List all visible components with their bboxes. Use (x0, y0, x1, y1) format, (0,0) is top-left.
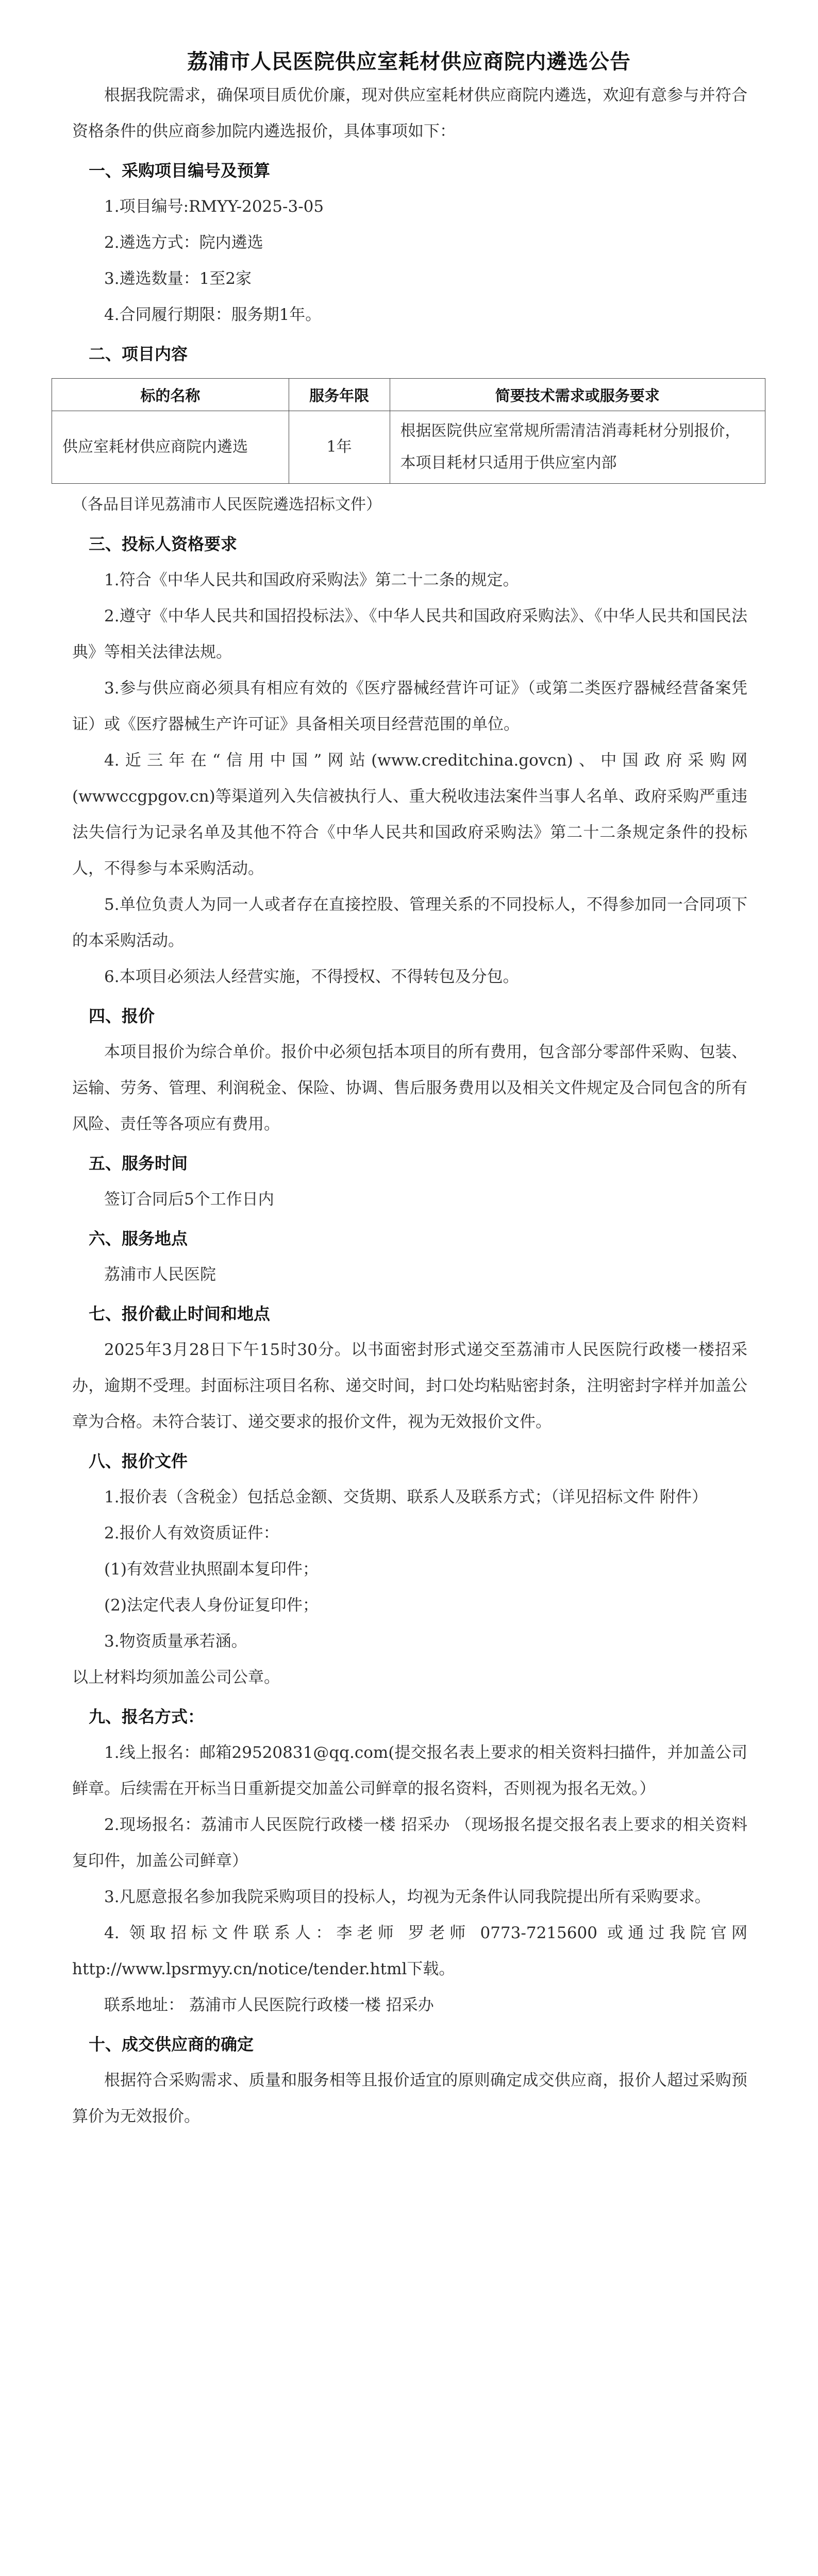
table-cell-term: 1年 (289, 411, 390, 484)
section-heading-5: 五、服务时间 (89, 1154, 188, 1173)
s4-text: 本项目报价为综合单价。报价中必须包括本项目的所有费用，包含部分零部件采购、包装、运输、劳务、管理、利润税金、保险、协调、售后服务费用以及相关文件规定及合同包含的所有风险、责任等各项应有费用。 (72, 1043, 747, 1133)
s8-footer: 以上材料均须加盖公司公章。 (72, 1668, 280, 1687)
s3-item: 1.符合《中华人民共和国政府采购法》第二十二条的规定。 (104, 571, 519, 589)
s10-text: 根据符合采购需求、质量和服务相等且报价适宜的原则确定成交供应商，报价人超过采购预算价为无效报价。 (72, 2071, 747, 2126)
table-cell-requirement: 根据医院供应室常规所需清洁消毒耗材分别报价，本项目耗材只适用于供应室内部 (390, 411, 765, 484)
s7-text: 2025年3月28日下午15时30分。以书面密封形式递交至荔浦市人民医院行政楼一楼招采办，逾期不受理。封面标注项目名称、递交时间，封口处均粘贴密封条，注明密封字样并加盖公章为合格。未符合装订、递交要求的报价文件，视为无效报价文件。 (72, 1341, 747, 1431)
page-title: 荔浦市人民医院供应室耗材供应商院内遴选公告 (187, 50, 631, 74)
s8-item: 1.报价表（含税金）包括总金额、交货期、联系人及联系方式；（详见招标文件 附件） (104, 1488, 708, 1506)
s3-item: 2.遵守《中华人民共和国招投标法》、《中华人民共和国政府采购法》、《中华人民共和国民法典》等相关法律法规。 (72, 607, 747, 662)
s3-item: 3.参与供应商必须具有相应有效的《医疗器械经营许可证》（或第二类医疗器械经营备案凭证）或《医疗器械生产许可证》具备相关项目经营范围的单位。 (72, 679, 747, 734)
s9-item: 3.凡愿意报名参加我院采购项目的投标人，均视为无条件认同我院提出所有采购要求。 (104, 1888, 711, 1906)
s5-text: 签订合同后5个工作日内 (104, 1190, 274, 1209)
s1-item: 4.合同履行期限：服务期1年。 (104, 306, 322, 324)
table-header-row (52, 379, 765, 411)
table-header-cell: 简要技术需求或服务要求 (390, 379, 765, 411)
s8-item: 3.物资质量承若涵。 (104, 1632, 247, 1651)
s8-item: 2.报价人有效资质证件： (104, 1524, 279, 1543)
section-heading-7: 七、报价截止时间和地点 (89, 1304, 271, 1324)
s9-item: 1.线上报名：邮箱29520831@qq.com(提交报名表上要求的相关资料扫描件，并加盖公司鲜章。后续需在开标当日重新提交加盖公司鲜章的报名资料，否则视为报名无效。） (72, 1743, 747, 1798)
s9-item: 4. 领取招标文件联系人：李老师 罗老师 0773-7215600 或通过我院官网http://www.lpsrmyy.cn/notice/tender.html下载。 (72, 1924, 747, 1978)
section-heading-6: 六、服务地点 (89, 1229, 188, 1248)
section-heading-9: 九、报名方式： (89, 1707, 205, 1726)
table-cell-name: 供应室耗材供应商院内遴选 (52, 411, 289, 484)
s6-text: 荔浦市人民医院 (104, 1265, 216, 1284)
s1-item: 2.遴选方式：院内遴选 (104, 233, 263, 252)
section-heading-3: 三、投标人资格要求 (89, 534, 238, 554)
project-table (52, 378, 765, 484)
s3-item: 6.本项目必须法人经营实施，不得授权、不得转包及分包。 (104, 968, 519, 986)
section-heading-1: 一、采购项目编号及预算 (89, 161, 271, 180)
table-row (52, 411, 765, 484)
contact-address: 联系地址： 荔浦市人民医院行政楼一楼 招采办 (104, 1996, 434, 2014)
s3-item: 4.近三年在“信用中国”网站(www.creditchina.govcn)、中国政府采购网(wwwccgpgov.cn)等渠道列入失信被执行人、重大税收违法案件当事人名单、政府采购严重违法失信行为记录名单及其他不符合《中华人民共和国政府采购法》第二十二条规定条件的投标人，不得参与本采购活动。 (72, 751, 747, 878)
section-heading-8: 八、报价文件 (89, 1451, 188, 1471)
notice-body (62, 77, 747, 2134)
s9-item: 2.现场报名：荔浦市人民医院行政楼一楼 招采办 （现场报名提交报名表上要求的相关资料复印件，加盖公司鲜章） (72, 1816, 747, 1870)
section-heading-2: 二、项目内容 (89, 344, 188, 364)
section-heading-10: 十、成交供应商的确定 (89, 2035, 254, 2054)
s3-item: 5.单位负责人为同一人或者存在直接控股、管理关系的不同投标人，不得参加同一合同项下的本采购活动。 (72, 895, 747, 950)
s8-item: (1)有效营业执照副本复印件； (104, 1560, 319, 1579)
table-header-cell: 标的名称 (52, 379, 289, 411)
intro-paragraph: 根据我院需求，确保项目质优价廉，现对供应室耗材供应商院内遴选，欢迎有意参与并符合资格条件的供应商参加院内遴选报价，具体事项如下： (72, 86, 747, 141)
table-header-cell: 服务年限 (289, 379, 390, 411)
section-heading-4: 四、报价 (89, 1006, 155, 1026)
s1-item: 3.遴选数量：1至2家 (104, 269, 252, 288)
s8-item: (2)法定代表人身份证复印件； (104, 1596, 319, 1615)
s1-item: 1.项目编号:RMYY-2025-3-05 (104, 197, 324, 216)
table-note: （各品目详见荔浦市人民医院遴选招标文件） (72, 496, 381, 514)
